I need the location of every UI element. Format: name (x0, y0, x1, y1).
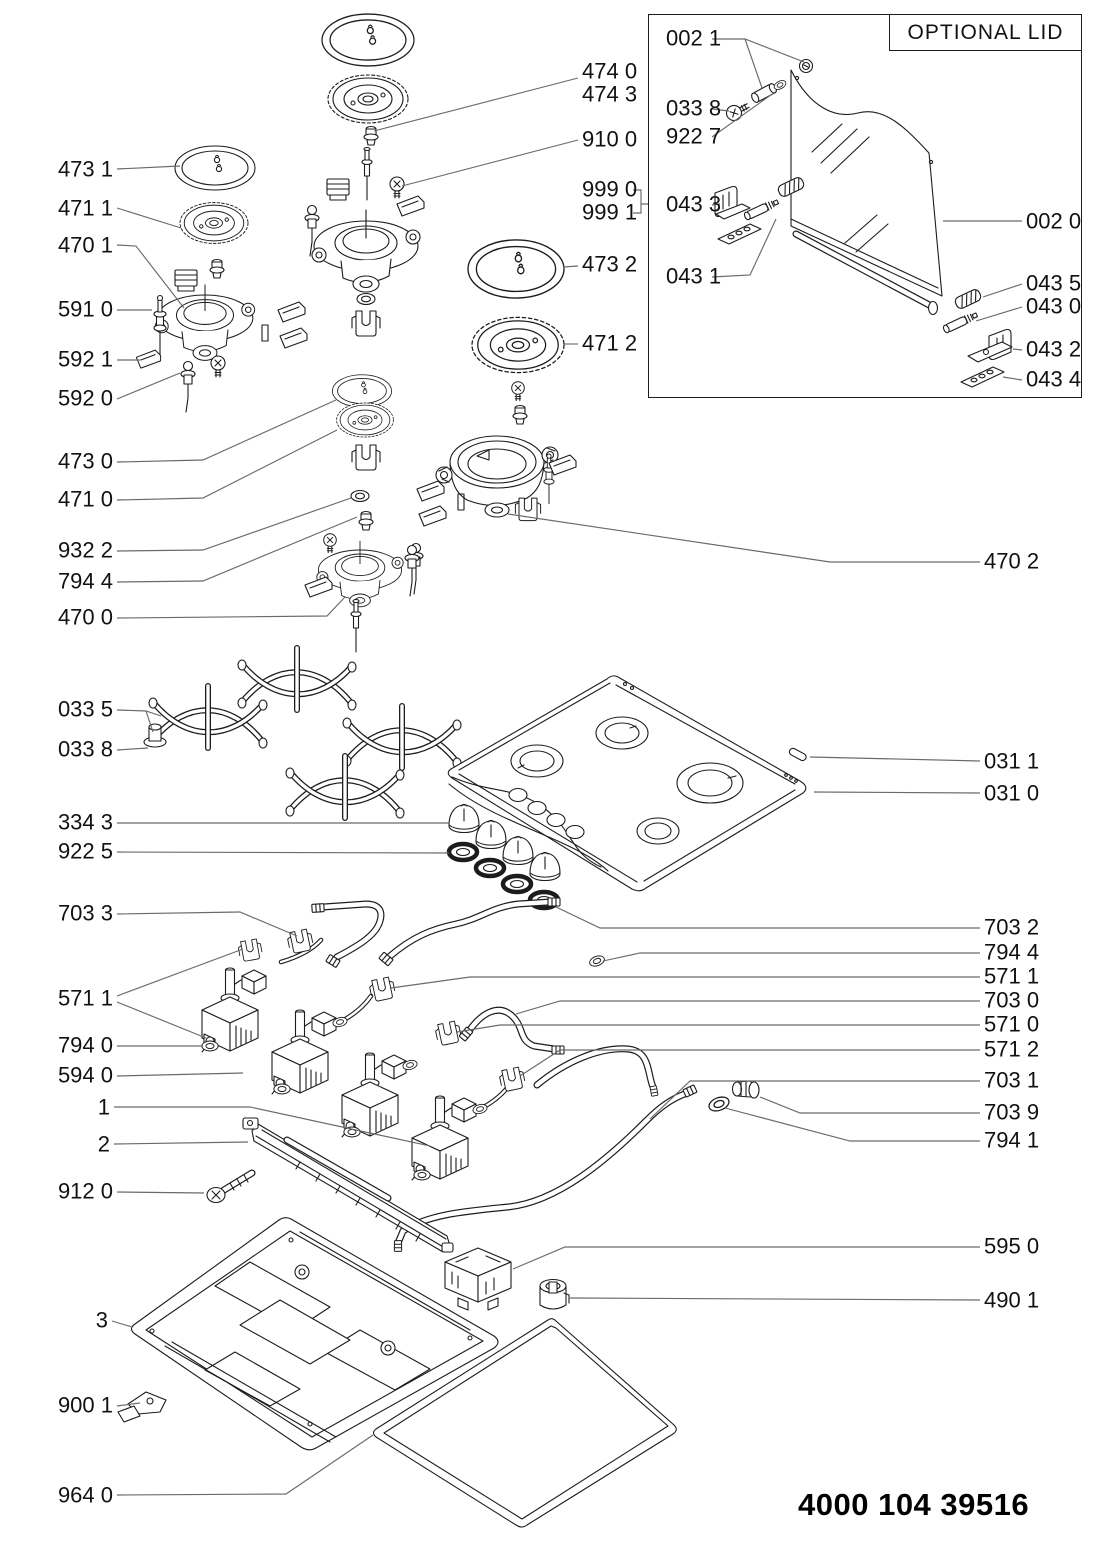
callout-910-0: 910 0 (582, 126, 638, 152)
callout-470-1: 470 1 (57, 232, 113, 258)
callout-470-0: 470 0 (57, 604, 113, 630)
callout-571-1: 571 1 (984, 963, 1040, 989)
optional-lid-title-label: OPTIONAL LID (907, 20, 1064, 44)
callout-932-2: 932 2 (57, 537, 113, 563)
callout-002-0: 002 0 (1026, 208, 1082, 234)
document-number: 4000 104 39516 (798, 1487, 1030, 1522)
callout-592-1: 592 1 (57, 346, 113, 372)
callout-470-2: 470 2 (984, 548, 1040, 574)
callout-922-7: 922 7 (666, 123, 722, 149)
callout-471-1: 471 1 (57, 195, 113, 221)
callout-473-1: 473 1 (57, 156, 113, 182)
callout-031-1: 031 1 (984, 748, 1040, 774)
callout-703-9: 703 9 (984, 1099, 1040, 1125)
callout-964-0: 964 0 (57, 1482, 113, 1508)
callout-999-1: 999 1 (582, 199, 638, 225)
callout-703-2: 703 2 (984, 914, 1040, 940)
callout-334-3: 334 3 (57, 809, 113, 835)
callout-043-1: 043 1 (666, 263, 722, 289)
callout-591-0: 591 0 (57, 296, 113, 322)
callout-703-3: 703 3 (57, 900, 113, 926)
callout-473-0: 473 0 (57, 448, 113, 474)
callout-471-2: 471 2 (582, 330, 638, 356)
callout-794-4: 794 4 (57, 568, 113, 594)
callout-002-1: 002 1 (666, 25, 722, 51)
callout-033-8: 033 8 (57, 736, 113, 762)
callout-794-1: 794 1 (984, 1127, 1040, 1153)
callout-043-2: 043 2 (1026, 336, 1082, 362)
callout-571-1: 571 1 (57, 985, 113, 1011)
callout-592-0: 592 0 (57, 385, 113, 411)
callout-595-0: 595 0 (984, 1233, 1040, 1259)
callout-033-5: 033 5 (57, 696, 113, 722)
callout-031-0: 031 0 (984, 780, 1040, 806)
callout-490-1: 490 1 (984, 1287, 1040, 1313)
callout-474-3: 474 3 (582, 81, 638, 107)
callout-043-0: 043 0 (1026, 293, 1082, 319)
callout-571-2: 571 2 (984, 1036, 1040, 1062)
callout-1: 1 (97, 1094, 110, 1120)
callout-474-0: 474 0 (582, 58, 638, 84)
callout-2: 2 (97, 1131, 110, 1157)
callout-043-4: 043 4 (1026, 366, 1082, 392)
callout-3: 3 (95, 1307, 108, 1333)
callout-703-0: 703 0 (984, 987, 1040, 1013)
callout-594-0: 594 0 (57, 1062, 113, 1088)
callout-471-0: 471 0 (57, 486, 113, 512)
callout-794-4: 794 4 (984, 939, 1040, 965)
callout-043-5: 043 5 (1026, 270, 1082, 296)
callout-794-0: 794 0 (57, 1032, 113, 1058)
callout-900-1: 900 1 (57, 1392, 113, 1418)
callout-999-0: 999 0 (582, 176, 638, 202)
callout-043-3: 043 3 (666, 191, 722, 217)
callout-912-0: 912 0 (57, 1178, 113, 1204)
callout-473-2: 473 2 (582, 251, 638, 277)
callout-033-8: 033 8 (666, 95, 722, 121)
callout-571-0: 571 0 (984, 1011, 1040, 1037)
callout-922-5: 922 5 (57, 838, 113, 864)
callout-703-1: 703 1 (984, 1067, 1040, 1093)
